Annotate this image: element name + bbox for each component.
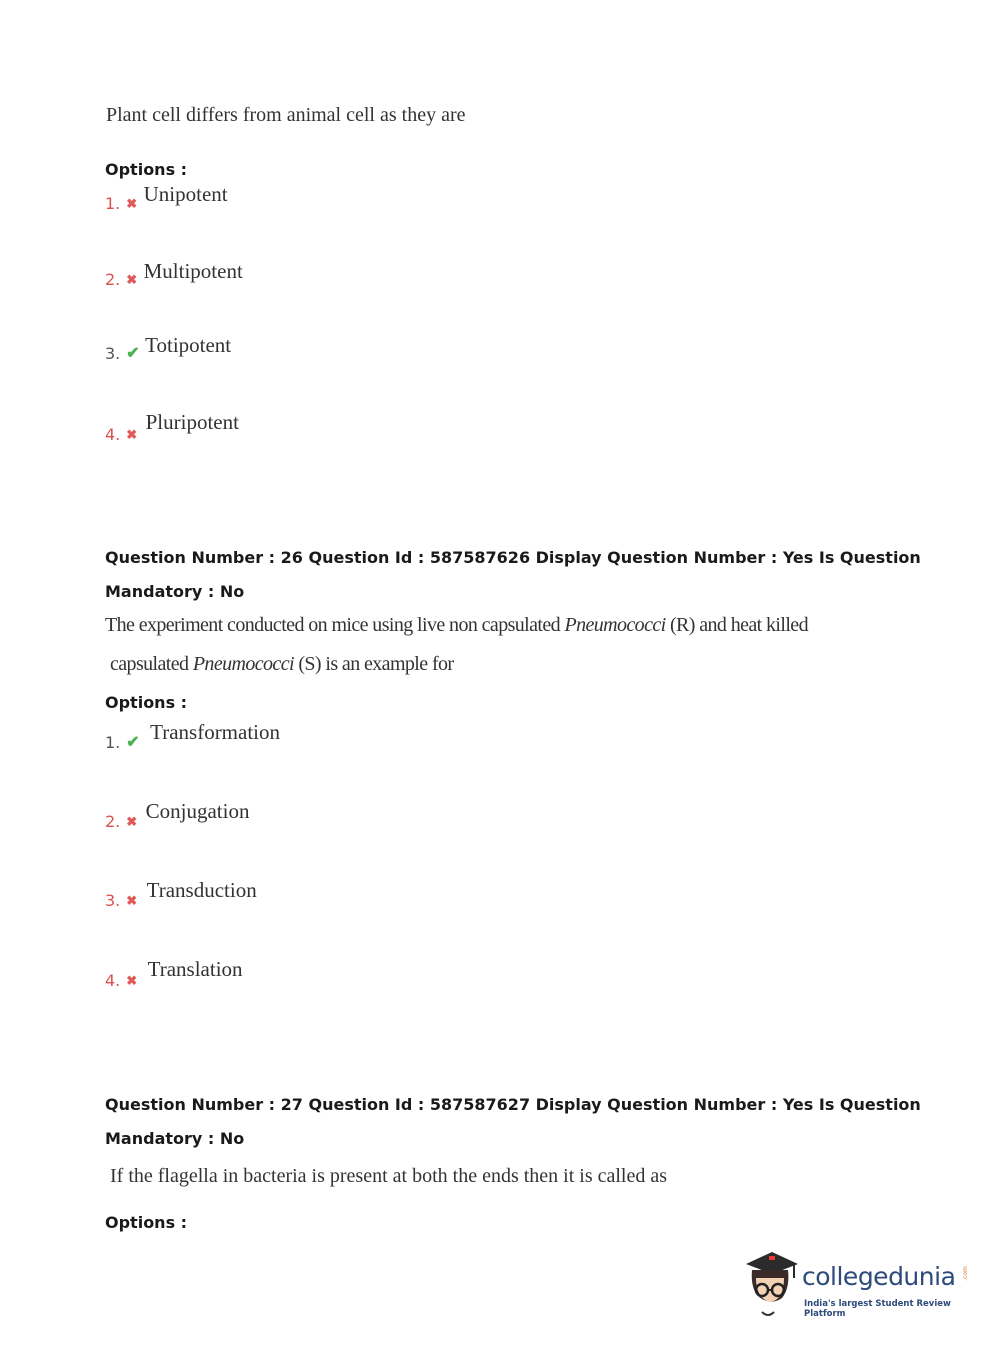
option-text: Transduction — [146, 878, 257, 902]
question-27-mandatory: Mandatory : No — [105, 1129, 245, 1148]
option-text: Multipotent — [143, 259, 243, 283]
option-text: Unipotent — [143, 182, 228, 206]
cross-icon: ✖ — [126, 427, 138, 442]
option-number: 4. — [105, 425, 121, 444]
option-number: 4. — [105, 971, 121, 990]
option-number: 1. — [105, 194, 121, 213]
question-27-stem: If the flagella in bacteria is present at both the ends then it is called as — [110, 1165, 668, 1187]
option-number: 3. — [105, 891, 121, 910]
brand-tagline: India's largest Student Review Platform — [804, 1299, 951, 1319]
cross-icon: ✖ — [126, 814, 138, 829]
question-27-meta: Question Number : 27 Question Id : 587587627 Display Question Number : Yes Is Question — [105, 1095, 921, 1114]
cross-icon: ✖ — [126, 973, 138, 988]
check-icon: ✔ — [126, 345, 140, 362]
check-icon: ✔ — [126, 734, 140, 751]
q25-option-4 — [105, 410, 239, 446]
q26-option-3 — [105, 878, 257, 912]
question-25-options-label: Options : — [105, 160, 188, 179]
option-number: 2. — [105, 270, 121, 289]
q26-option-4 — [105, 957, 243, 992]
option-text: Pluripotent — [145, 410, 239, 434]
q25-option-1 — [105, 182, 228, 215]
cross-icon: ✖ — [126, 272, 138, 287]
cross-icon: ✖ — [126, 893, 138, 908]
option-text: Conjugation — [145, 799, 250, 823]
q26-option-2 — [105, 799, 250, 833]
question-26-stem-line-1: The experiment conducted on mice using live non capsulated Pneumococci (R) and heat killed — [105, 614, 808, 636]
question-26-options-label: Options : — [105, 693, 188, 712]
option-number: 3. — [105, 344, 121, 363]
question-25-stem: Plant cell differs from animal cell as they are — [106, 104, 466, 126]
option-number: 2. — [105, 812, 121, 831]
option-text: Transformation — [150, 720, 281, 744]
option-text: Totipotent — [145, 333, 232, 357]
question-26-mandatory: Mandatory : No — [105, 582, 245, 601]
collegedunia-logo — [742, 1248, 972, 1320]
student-mascot-icon — [742, 1248, 802, 1320]
cross-icon: ✖ — [126, 196, 138, 211]
question-27-options-label: Options : — [105, 1213, 188, 1232]
option-text: Translation — [147, 957, 243, 981]
option-number: 1. — [105, 733, 121, 752]
brand-suffix: .com — [961, 1266, 969, 1281]
brand-name: collegedunia — [802, 1262, 956, 1291]
q26-option-1 — [105, 720, 281, 754]
q25-option-2 — [105, 259, 243, 291]
question-26-stem-line-2: capsulated Pneumococci (S) is an example for — [110, 653, 454, 675]
question-26-meta: Question Number : 26 Question Id : 587587626 Display Question Number : Yes Is Question — [105, 548, 921, 567]
q25-option-3 — [105, 333, 232, 365]
